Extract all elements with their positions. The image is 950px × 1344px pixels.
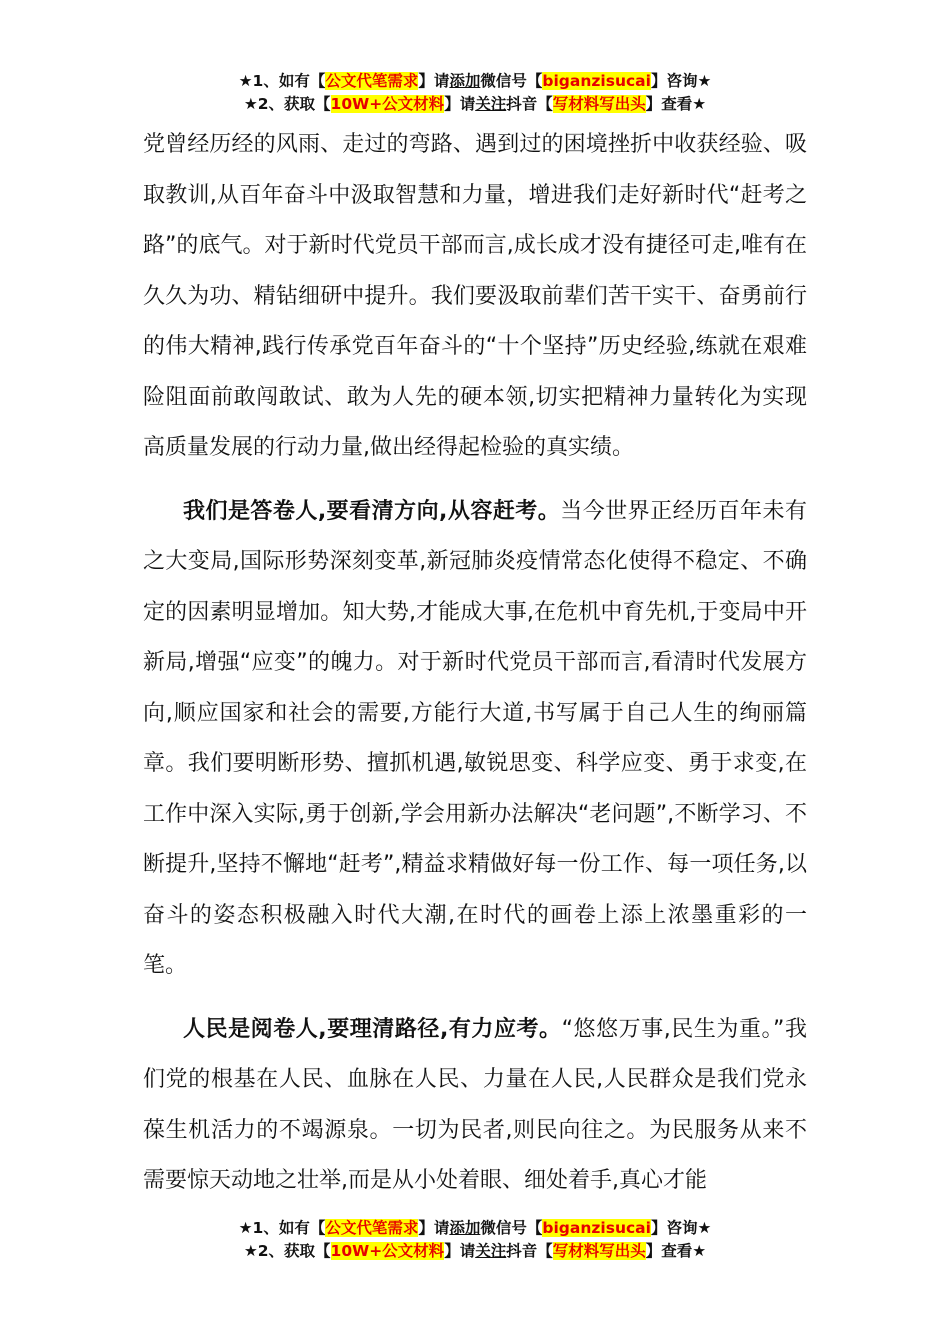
highlight-wechat-id: biganzisucai <box>542 72 651 90</box>
paragraph-3-lead: 人民是阅卷人,要理清路径,有力应考。 <box>183 1016 562 1042</box>
paragraph-2-text: 当今世界正经历百年未有之大变局,国际形势深刻变革,新冠肺炎疫情常态化使得不稳定、不确定的因素明显增加。知大势,才能成大事,在危机中育先机,于变局中开新局,增强“应变”的魄力。对于新时代党员干部而言,看清时代发展方向,顺应国家和社会的需要,方能行大道,书写属于自己人生的绚丽篇章。我们要明断形势、擅抓机遇,敏锐思变、科学应变、勇于求变,在工作中深入实际,勇于创新,学会用新办法解决“老问题”,不断学习、不断提升,坚持不懈地“赶考”,精益求精做好每一份工作、每一项任务,以奋斗的姿态积极融入时代大潮,在时代的画卷上添上浓墨重彩的一笔。 <box>143 498 807 978</box>
underlined-follow: 关注 <box>475 95 507 113</box>
banner-text: 】请 <box>444 1242 476 1260</box>
banner-text: ★1、如有【 <box>238 72 326 90</box>
banner-text: 】咨询★ <box>650 72 712 90</box>
banner-text: 】请 <box>418 72 450 90</box>
banner-text: 】请 <box>418 1219 450 1237</box>
banner-text: 微信号【 <box>480 1219 543 1237</box>
underlined-add: 添加 <box>449 1219 481 1237</box>
banner-line-1 <box>0 70 950 93</box>
banner-line-1 <box>0 1217 950 1240</box>
banner-text: 微信号【 <box>480 72 543 90</box>
highlight-materials: 10W+公文材料 <box>330 95 445 113</box>
banner-text: ★2、获取【 <box>243 95 331 113</box>
banner-text: 】查看★ <box>645 95 707 113</box>
banner-text: 抖音【 <box>506 95 553 113</box>
highlight-douyin: 写材料写出头 <box>552 95 646 113</box>
underlined-follow: 关注 <box>475 1242 507 1260</box>
banner-text: ★2、获取【 <box>243 1242 331 1260</box>
paragraph-2 <box>143 487 807 992</box>
banner-text: 】查看★ <box>645 1242 707 1260</box>
banner-line-2 <box>0 1240 950 1263</box>
header-banner <box>0 70 950 116</box>
banner-line-2 <box>0 93 950 116</box>
highlight-service: 公文代笔需求 <box>325 1219 419 1237</box>
footer-banner <box>0 1217 950 1263</box>
highlight-douyin: 写材料写出头 <box>552 1242 646 1260</box>
document-body <box>143 120 807 1207</box>
banner-text: 】请 <box>444 95 476 113</box>
paragraph-3 <box>143 1005 807 1207</box>
highlight-materials: 10W+公文材料 <box>330 1242 445 1260</box>
banner-text: ★1、如有【 <box>238 1219 326 1237</box>
paragraph-2-lead: 我们是答卷人,要看清方向,从容赶考。 <box>183 498 561 524</box>
banner-text: 】咨询★ <box>650 1219 712 1237</box>
paragraph-1: 党曾经历经的风雨、走过的弯路、遇到过的困境挫折中收获经验、吸取教训,从百年奋斗中汲取智慧和力量，增进我们走好新时代“赶考之路”的底气。对于新时代党员干部而言,成长成才没有捷径可走,唯有在久久为功、精钻细研中提升。我们要汲取前辈们苦干实干、奋勇前行的伟大精神,践行传承党百年奋斗的“十个坚持”历史经验,练就在艰难险阻面前敢闯敢试、敢为人先的硬本领,切实把精神力量转化为实现高质量发展的行动力量,做出经得起检验的真实绩。 <box>143 132 807 460</box>
banner-text: 抖音【 <box>506 1242 553 1260</box>
underlined-add: 添加 <box>449 72 481 90</box>
highlight-service: 公文代笔需求 <box>325 72 419 90</box>
paragraph-3-text: “悠悠万事,民生为重。”我们党的根基在人民、血脉在人民、力量在人民,人民群众是我们党永葆生机活力的不竭源泉。一切为民者,则民向往之。为民服务从来不需要惊天动地之壮举,而是从小处着眼、细处着手,真心才能 <box>143 1016 807 1193</box>
highlight-wechat-id: biganzisucai <box>542 1219 651 1237</box>
